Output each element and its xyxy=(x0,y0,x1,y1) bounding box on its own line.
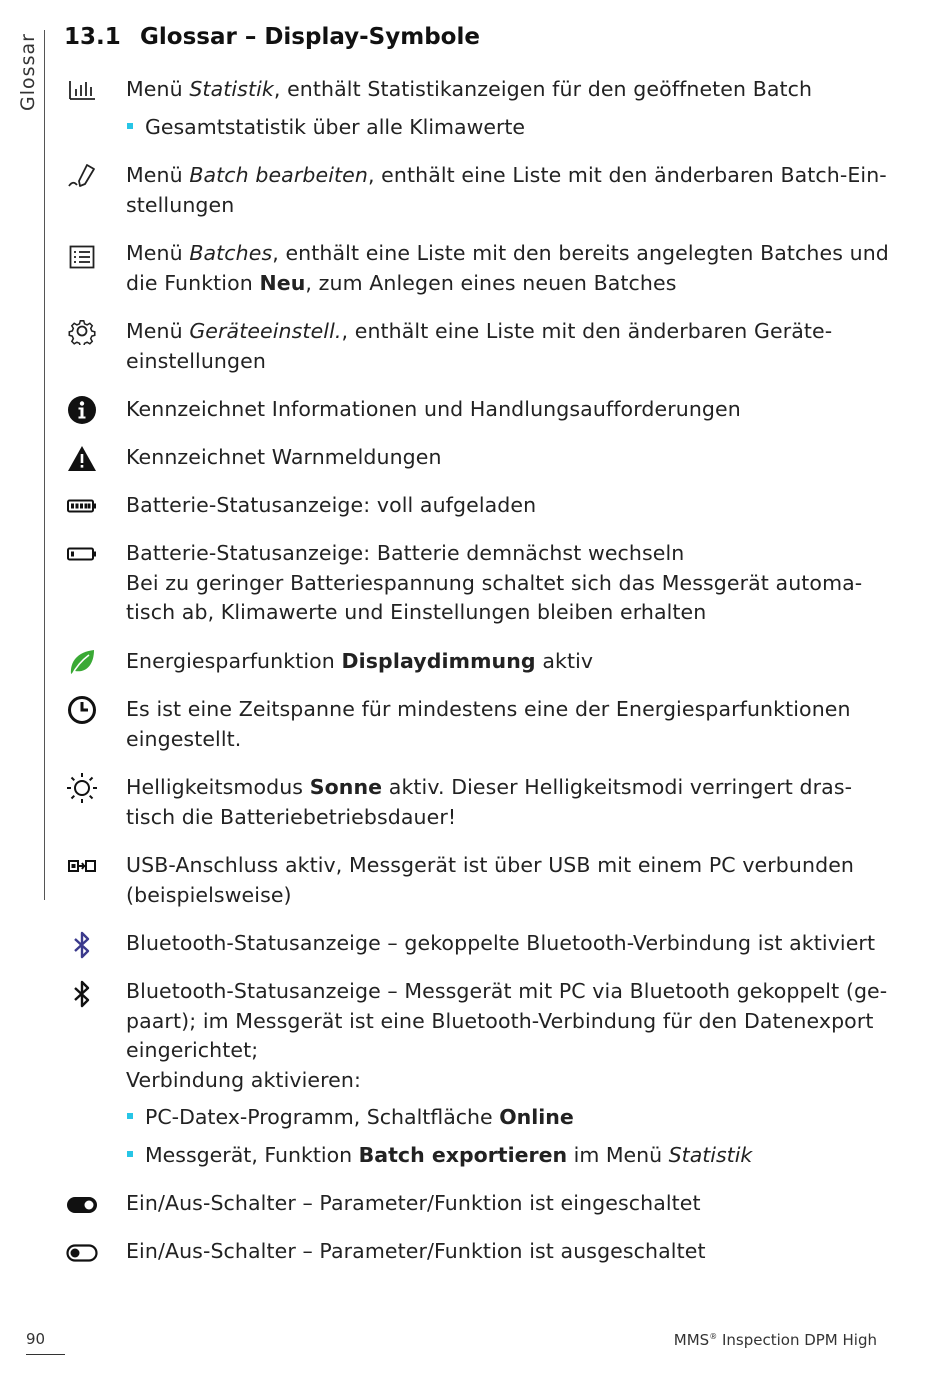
list-item: Gesamtstatistik über alle Klimawerte xyxy=(127,113,525,143)
toggle-on-icon xyxy=(66,1189,98,1221)
entry-usb: USB-Anschluss aktiv, Messgerät ist über USB mit einem PC verbunden (beispielsweise) xyxy=(126,853,855,907)
bullet-marker xyxy=(127,1151,133,1157)
list-icon xyxy=(66,241,98,273)
bluetooth-active-icon xyxy=(66,929,98,961)
pencil-icon xyxy=(66,160,98,192)
entry-geraeteeinstell: Menü Geräteeinstell., enthält eine Liste mit den änderbaren Geräte- einstellungen xyxy=(126,319,833,373)
usb-icon xyxy=(66,850,98,882)
bluetooth-icon xyxy=(66,978,98,1010)
entry-statistik: Menü Statistik, enthält Statistikanzeigen für den geöffneten Batch xyxy=(126,77,813,101)
battery-low-icon xyxy=(66,538,98,570)
list-item: PC-Datex-Programm, Schaltfläche Online xyxy=(127,1103,574,1133)
side-tab xyxy=(14,30,42,114)
entry-bluetooth-active: Bluetooth-Statusanzeige – gekoppelte Bluetooth-Verbindung ist aktiviert xyxy=(126,931,876,955)
entry-warning: Kennzeichnet Warnmeldungen xyxy=(126,445,442,469)
toggle-off-icon xyxy=(66,1237,98,1269)
bar-chart-icon xyxy=(66,74,98,106)
entry-batches: Menü Batches, enthält eine Liste mit den bereits angelegten Batches und die Funktion Neu, zum Anlegen eines neuen Batches xyxy=(126,241,889,295)
entry-eco: Energiesparfunktion Displaydimmung aktiv xyxy=(126,649,594,673)
entry-timer: Es ist eine Zeitspanne für mindestens eine der Energiesparfunktionen eingestellt. xyxy=(126,697,851,751)
page-number: 90 xyxy=(26,1330,46,1348)
leaf-icon xyxy=(66,646,98,678)
entry-battery-low: Batterie-Statusanzeige: Batterie demnächst wechseln Bei zu geringer Batteriespannung schaltet sich das Messgerät automa- tisch ab, Klimawerte und Einstellungen bleiben erhalten xyxy=(126,541,863,624)
entry-info: Kennzeichnet Informationen und Handlungsaufforderungen xyxy=(126,397,741,421)
bullet-marker xyxy=(127,1113,133,1119)
section-title: Glossar – Display-Symbole xyxy=(140,24,480,50)
gear-icon xyxy=(66,315,98,347)
entry-toggle-off: Ein/Aus-Schalter – Parameter/Funktion ist ausgeschaltet xyxy=(126,1239,706,1263)
sun-icon xyxy=(66,772,98,804)
warning-icon xyxy=(66,442,98,474)
entry-bluetooth-paired: Bluetooth-Statusanzeige – Messgerät mit PC via Bluetooth gekoppelt (ge- paart); im Messgerät ist eine Bluetooth-Verbindung für den Datenexport eingerichtet; Verbindung aktivieren: xyxy=(126,979,888,1092)
section-number: 13.1 xyxy=(64,24,121,50)
entry-battery-full: Batterie-Statusanzeige: voll aufgeladen xyxy=(126,493,537,517)
footer-divider xyxy=(26,1354,65,1355)
bullet-marker xyxy=(127,123,133,129)
product-name: MMS® Inspection DPM High xyxy=(673,1331,877,1349)
side-divider xyxy=(44,30,45,900)
clock-icon xyxy=(66,694,98,726)
battery-full-icon xyxy=(66,490,98,522)
entry-toggle-on: Ein/Aus-Schalter – Parameter/Funktion ist eingeschaltet xyxy=(126,1191,701,1215)
info-icon xyxy=(66,394,98,426)
section-heading xyxy=(64,24,480,50)
entry-sun: Helligkeitsmodus Sonne aktiv. Dieser Helligkeitsmodi verringert dras- tisch die Batteriebetriebsdauer! xyxy=(126,775,853,829)
side-tab-label: Glossar xyxy=(17,33,40,111)
entry-batch-bearbeiten: Menü Batch bearbeiten, enthält eine Liste mit den änderbaren Batch-Ein- stellungen xyxy=(126,163,887,217)
list-item: Messgerät, Funktion Batch exportieren im Menü Statistik xyxy=(127,1141,752,1171)
